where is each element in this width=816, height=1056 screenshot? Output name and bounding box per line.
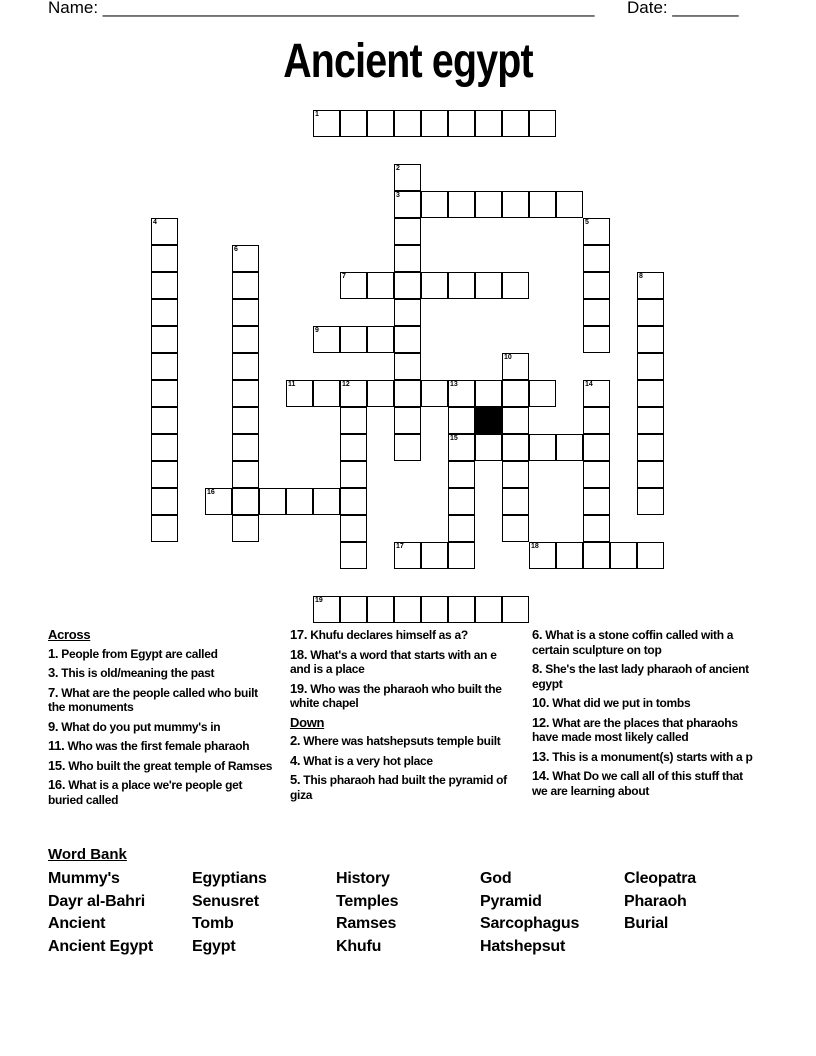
crossword-cell[interactable] [502,461,529,488]
name-field[interactable]: Name: ____________________________________________________ [48,0,595,17]
clue-down-2: 2. Where was hatshepsuts temple built [290,733,501,748]
crossword-cell[interactable] [151,299,178,326]
crossword-cell[interactable] [151,434,178,461]
crossword-cell[interactable] [637,407,664,434]
clue-down-10: 10. What did we put in tombs [532,695,691,710]
word-bank-item: Ancient Egypt [48,938,153,956]
word-bank-item: Dayr al-Bahri [48,892,145,910]
crossword-cell[interactable] [151,380,178,407]
clue-down-14: 14. What Do we call all of this stuff that we are learning about [532,768,743,798]
crossword-cell[interactable] [313,326,340,353]
clue-number: 8 [639,273,643,280]
clue-number: 12 [342,381,350,388]
crossword-cell[interactable] [151,326,178,353]
clue-number: 3 [396,192,400,199]
crossword-cell[interactable] [394,434,421,461]
crossword-cell[interactable] [340,380,367,407]
crossword-cell[interactable] [394,326,421,353]
clue-across-16: 16. What is a place we're people get buried called [48,777,243,807]
crossword-cell[interactable] [502,380,529,407]
crossword-cell[interactable] [151,515,178,542]
crossword-cell[interactable] [583,542,610,569]
crossword-cell[interactable] [367,110,394,137]
crossword-cell[interactable] [232,380,259,407]
clues-column-3 [532,628,757,803]
crossword-cell[interactable] [367,326,394,353]
crossword-cell[interactable] [637,461,664,488]
crossword-cell[interactable] [394,191,421,218]
clue-number: 14 [585,381,593,388]
word-bank-item: Sarcophagus [480,915,580,933]
crossword-cell[interactable] [502,407,529,434]
crossword-cell[interactable] [448,434,475,461]
word-bank-item: Egypt [192,938,236,956]
clue-number: 2 [396,165,400,172]
crossword-cell[interactable] [529,110,556,137]
crossword-cell[interactable] [340,542,367,569]
word-bank-item: Hatshepsut [480,938,566,956]
crossword-cell[interactable] [232,353,259,380]
crossword-cell[interactable] [151,488,178,515]
crossword-cell[interactable] [475,380,502,407]
crossword-cell[interactable] [421,191,448,218]
word-bank-item: God [480,870,512,887]
crossword-cell[interactable] [394,407,421,434]
word-bank-item: Khufu [336,938,382,956]
clue-across-15: 15. Who built the great temple of Ramses [48,757,273,773]
crossword-cell[interactable] [637,434,664,461]
clue-down-8: 8. She's the last lady pharaoh of ancient egypt [532,661,749,691]
crossword-cell[interactable] [232,488,259,515]
crossword-cell[interactable] [583,515,610,542]
crossword-cell[interactable] [232,515,259,542]
word-bank-item: Tomb [192,915,234,933]
crossword-cell[interactable] [340,326,367,353]
clue-across-7: 7. What are the people called who built the monuments [48,684,258,714]
crossword-cell[interactable] [475,434,502,461]
crossword-cell[interactable] [232,407,259,434]
crossword-cell[interactable] [151,272,178,299]
black-square [475,407,502,434]
crossword-cell[interactable] [502,488,529,515]
crossword-cell[interactable] [367,272,394,299]
crossword-cell[interactable] [232,299,259,326]
crossword-cell[interactable] [340,461,367,488]
crossword-cell[interactable] [502,272,529,299]
crossword-cell[interactable] [421,380,448,407]
crossword-cell[interactable] [340,488,367,515]
crossword-cell[interactable] [583,272,610,299]
word-bank-item: Mummy's [48,870,120,887]
crossword-cell[interactable] [340,407,367,434]
crossword-cell[interactable] [529,191,556,218]
crossword-cell[interactable] [583,407,610,434]
crossword-cell[interactable] [205,488,232,515]
word-bank-item: Ramses [336,915,397,933]
crossword-cell[interactable] [583,434,610,461]
clue-number: 19 [315,597,323,604]
crossword-cell[interactable] [556,191,583,218]
word-bank-heading: Word Bank [48,846,127,863]
crossword-cell[interactable] [286,380,313,407]
crossword-cell[interactable] [583,326,610,353]
clue-number: 11 [288,381,296,388]
clue-number: 9 [315,327,319,334]
crossword-cell[interactable] [448,488,475,515]
down-heading: Down [290,714,325,730]
clue-number: 15 [450,435,458,442]
clue-number: 4 [153,219,157,226]
crossword-cell[interactable] [232,245,259,272]
clue-number: 6 [234,246,238,253]
crossword-cell[interactable] [421,542,448,569]
crossword-cell[interactable] [448,407,475,434]
crossword-cell[interactable] [502,596,529,623]
crossword-cell[interactable] [502,191,529,218]
crossword-cell[interactable] [448,110,475,137]
clue-number: 1 [315,111,319,118]
crossword-cell[interactable] [313,488,340,515]
crossword-cell[interactable] [448,542,475,569]
crossword-cell[interactable] [340,515,367,542]
crossword-cell[interactable] [502,515,529,542]
page-title: Ancient egypt [283,35,533,88]
clue-number: 5 [585,219,589,226]
crossword-cell[interactable] [475,596,502,623]
crossword-cell[interactable] [448,461,475,488]
crossword-cell[interactable] [394,380,421,407]
clue-down-4: 4. What is a very hot place [290,752,433,768]
crossword-cell[interactable] [637,299,664,326]
crossword-cell[interactable] [448,191,475,218]
crossword-cell[interactable] [151,245,178,272]
crossword-cell[interactable] [151,407,178,434]
word-bank-item: Egyptians [192,870,267,887]
crossword-cell[interactable] [637,380,664,407]
crossword-cell[interactable] [583,488,610,515]
clue-down-13: 13. This is a monument(s) starts with a p [532,748,753,764]
crossword-cell[interactable] [313,596,340,623]
word-bank-column [624,868,764,936]
crossword-cell[interactable] [583,380,610,407]
crossword-cell[interactable] [583,218,610,245]
crossword-cell[interactable] [394,245,421,272]
word-bank-column [336,868,476,959]
clue-across-18: 18. What's a word that starts with an e and is a place [290,646,497,676]
word-bank-item: Senusret [192,892,259,910]
crossword-cell[interactable] [313,110,340,137]
crossword-cell[interactable] [340,110,367,137]
crossword-cell[interactable] [394,110,421,137]
crossword-cell[interactable] [259,488,286,515]
word-bank-item: Burial [624,915,669,933]
clue-across-17: 17. Khufu declares himself as a? [290,627,468,642]
crossword-cell[interactable] [313,380,340,407]
crossword-cell[interactable] [583,461,610,488]
clues-column-2 [290,628,518,807]
crossword-cell[interactable] [448,380,475,407]
word-bank-item: Pharaoh [624,892,687,910]
crossword-cell[interactable] [367,380,394,407]
crossword-cell[interactable] [151,353,178,380]
crossword-cell[interactable] [610,542,637,569]
clue-number: 13 [450,381,458,388]
clue-down-12: 12. What are the places that pharaohs have made most likely called [532,714,738,744]
crossword-cell[interactable] [286,488,313,515]
word-bank-column [480,868,620,959]
crossword-cell[interactable] [556,542,583,569]
date-field[interactable]: Date: _______ [627,0,739,17]
crossword-cell[interactable] [394,596,421,623]
crossword-cell[interactable] [394,218,421,245]
crossword-cell[interactable] [151,218,178,245]
clue-number: 17 [396,543,404,550]
word-bank-item: Pyramid [480,892,542,910]
word-bank-item: Temples [336,892,399,910]
word-bank-item: History [336,870,390,887]
clue-down-6: 6. What is a stone coffin called with a certain sculpture on top [532,627,734,657]
clue-across-11: 11. Who was the first female pharaoh [48,738,250,753]
crossword-cell[interactable] [475,110,502,137]
crossword-cell[interactable] [529,380,556,407]
crossword-cell[interactable] [394,353,421,380]
crossword-cell[interactable] [394,164,421,191]
clue-across-3: 3. This is old/meaning the past [48,665,215,680]
crossword-cell[interactable] [340,434,367,461]
crossword-cell[interactable] [475,191,502,218]
crossword-cell[interactable] [151,461,178,488]
clue-across-1: 1. People from Egypt are called [48,645,218,661]
crossword-cell[interactable] [637,326,664,353]
crossword-cell[interactable] [637,353,664,380]
crossword-cell[interactable] [529,542,556,569]
clue-across-9: 9. What do you put mummy's in [48,718,221,734]
crossword-cell[interactable] [367,596,394,623]
clue-number: 18 [531,543,539,550]
crossword-cell[interactable] [340,272,367,299]
crossword-cell[interactable] [529,434,556,461]
crossword-cell[interactable] [232,326,259,353]
word-bank-column [48,868,188,959]
clue-across-19: 19. Who was the pharaoh who built the white chapel [290,680,502,710]
crossword-cell[interactable] [394,272,421,299]
clue-number: 7 [342,273,346,280]
crossword-cell[interactable] [448,272,475,299]
crossword-cell[interactable] [583,245,610,272]
crossword-cell[interactable] [475,272,502,299]
crossword-cell[interactable] [394,542,421,569]
crossword-cell[interactable] [232,434,259,461]
clue-number: 16 [207,489,215,496]
crossword-cell[interactable] [421,272,448,299]
crossword-cell[interactable] [232,272,259,299]
word-bank-item: Ancient [48,915,106,933]
crossword-cell[interactable] [394,299,421,326]
crossword-cell[interactable] [637,488,664,515]
crossword-cell[interactable] [421,110,448,137]
crossword-cell[interactable] [448,515,475,542]
clues-column-1 [48,628,273,812]
crossword-cell[interactable] [502,110,529,137]
clue-number: 10 [504,354,512,361]
crossword-cell[interactable] [502,353,529,380]
crossword-cell[interactable] [637,542,664,569]
crossword-cell[interactable] [421,596,448,623]
word-bank-item: Cleopatra [624,870,696,887]
word-bank-column [192,868,332,959]
crossword-cell[interactable] [448,596,475,623]
across-heading: Across [48,627,91,642]
clue-down-5: 5. This pharaoh had built the pyramid of giza [290,772,507,802]
crossword-cell[interactable] [637,272,664,299]
crossword-cell[interactable] [502,434,529,461]
crossword-cell[interactable] [583,299,610,326]
crossword-cell[interactable] [340,596,367,623]
crossword-cell[interactable] [556,434,583,461]
crossword-cell[interactable] [232,461,259,488]
